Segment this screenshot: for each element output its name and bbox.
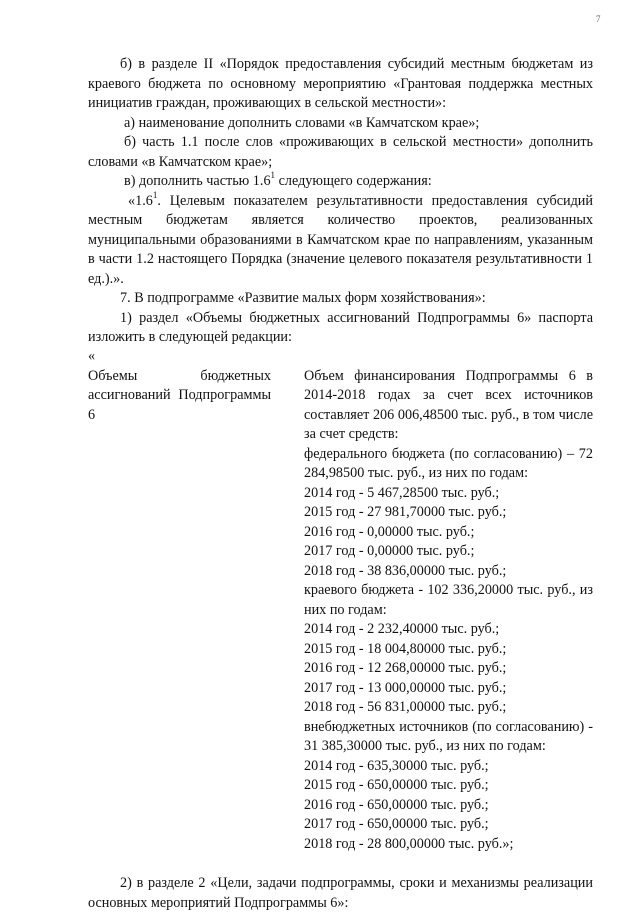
paragraph-v-sup: 1 xyxy=(270,170,276,181)
federal-year-row: 2015 год - 27 981,70000 тыс. руб.; xyxy=(304,504,507,520)
paragraph-v-text: в) дополнить частью 1.6 xyxy=(124,173,271,189)
paragraph-a: а) наименование дополнить словами «в Камчатском крае»; xyxy=(124,114,480,131)
federal-year-row: 2016 год - 0,00000 тыс. руб.; xyxy=(304,523,475,540)
budget-table xyxy=(88,367,593,855)
paragraph-v xyxy=(88,172,593,192)
extra-head: внебюджетных источников (по согласованию) - 31 385,30000 тыс. руб., из них по годам: xyxy=(304,718,593,754)
document-body xyxy=(88,55,593,913)
paragraph-b-part: б) часть 1.1 после слов «проживающих в сельской местности» дополнить словами «в Камчатском крае»; xyxy=(88,134,593,170)
open-quote: « xyxy=(88,347,96,364)
paragraph-1-6-sup: 1 xyxy=(152,189,158,200)
budget-table-label: Объемы бюджетных ассигнований Подпрограммы 6 xyxy=(88,367,271,423)
paragraph-2: 2) в разделе 2 «Цели, задачи подпрограммы, сроки и механизмы реализации основных мероприятий Подпрограммы 6»: xyxy=(88,875,593,911)
paragraph-1-6-start: «1.6 xyxy=(128,192,153,209)
paragraph-section-2: б) в разделе II «Порядок предоставления субсидий местным бюджетам из краевого бюджета по основному мероприятию «Грантовая поддержка местных инициатив граждан, проживающих в сельской местности»: xyxy=(88,56,593,111)
extra-year-row: 2015 год - 650,00000 тыс. руб.; xyxy=(304,777,489,793)
funding-intro: Объем финансирования Подпрограммы 6 в 2014-2018 годах за счет всех источников составляет 206 006,48500 тыс. руб., в том числе за счет средств: xyxy=(304,367,593,442)
regional-year-row: 2017 год - 13 000,00000 тыс. руб.; xyxy=(304,679,507,696)
extra-year-row: 2016 год - 650,00000 тыс. руб.; xyxy=(304,796,489,813)
federal-year-row: 2018 год - 38 836,00000 тыс. руб.; xyxy=(304,562,507,579)
budget-table-value xyxy=(304,367,593,855)
paragraph-1-6-rest: . Целевым показателем результативности предоставления субсидий местным бюджетам является количество проектов, реализованных муниципальными образованиями в Камчатском крае по направлениям, указанным в части 1.2 настоящего Порядка (значение целевого показателя результативности 1 ед.).». xyxy=(88,192,593,287)
federal-year-row: 2017 год - 0,00000 тыс. руб.; xyxy=(304,543,475,559)
spacer xyxy=(88,854,593,874)
federal-head: федерального бюджета (по согласованию) – 72 284,98500 тыс. руб., из них по годам: xyxy=(304,445,593,481)
paragraph-1-6 xyxy=(88,189,593,290)
regional-year-row: 2015 год - 18 004,80000 тыс. руб.; xyxy=(304,640,507,657)
paragraph-7: 7. В подпрограмме «Развитие малых форм хозяйствования»: xyxy=(120,290,486,306)
extra-year-row: 2017 год - 650,00000 тыс. руб.; xyxy=(304,816,489,832)
paragraph-v-tail: следующего содержания: xyxy=(275,173,432,189)
federal-year-row: 2014 год - 5 467,28500 тыс. руб.; xyxy=(304,484,500,501)
regional-head: краевого бюджета - 102 336,20000 тыс. руб., из них по годам: xyxy=(304,582,593,618)
extra-year-row: 2018 год - 28 800,00000 тыс. руб.»; xyxy=(304,835,514,852)
extra-year-row: 2014 год - 635,30000 тыс. руб.; xyxy=(304,757,489,774)
regional-year-row: 2018 год - 56 831,00000 тыс. руб.; xyxy=(304,699,507,715)
regional-year-row: 2014 год - 2 232,40000 тыс. руб.; xyxy=(304,621,500,637)
page-marker: 7 xyxy=(596,14,601,24)
paragraph-1: 1) раздел «Объемы бюджетных ассигнований Подпрограммы 6» паспорта изложить в следующей редакции: xyxy=(88,309,593,345)
regional-year-row: 2016 год - 12 268,00000 тыс. руб.; xyxy=(304,660,507,676)
